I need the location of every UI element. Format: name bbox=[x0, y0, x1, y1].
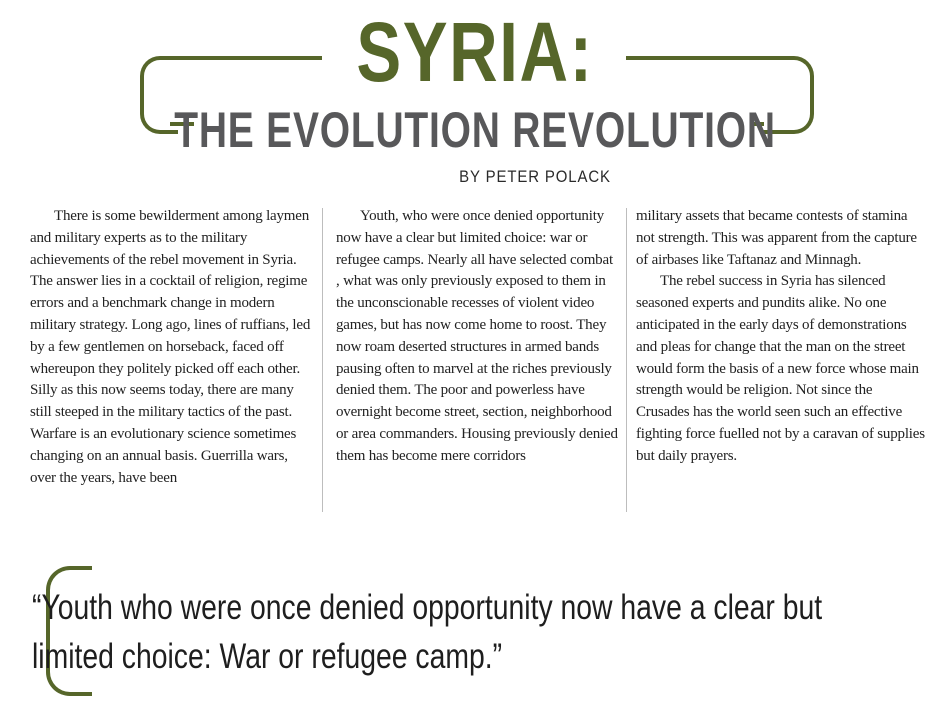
column-divider bbox=[322, 208, 323, 512]
pull-quote: “Youth who were once denied opportunity now have a clear but limited choice: War or refugee camp.” bbox=[32, 588, 823, 676]
text-column-1 bbox=[30, 206, 313, 489]
paragraph: Youth, who were once denied opportunity now have a clear but limited choice: war or refugee camps. Nearly all have selected combat , what was only previously exposed to them in the unconscionable recesses of violent video games, but has now come home to roost. They now roam deserted structures in armed bands pausing often to marvel at the riches previously denied them. The poor and powerless have overnight become street, section, neighborhood or area commanders. Housing previously denied them has become mere corridors bbox=[336, 208, 618, 464]
text-column-3 bbox=[636, 206, 926, 468]
article-subtitle: THE EVOLUTION REVOLUTION bbox=[174, 102, 776, 158]
paragraph: military assets that became contests of stamina not strength. This was apparent from the capture of airbases like Taftanaz and Minnagh. bbox=[636, 208, 917, 268]
text-column-2 bbox=[336, 206, 618, 468]
paragraph: There is some bewilderment among laymen and military experts as to the military achievements of the rebel movement in Syria. The answer lies in a cocktail of religion, regime errors and a benchmark change in modern military strategy. Long ago, lines of ruffians, led by a few gentlemen on horseback, faced off whereupon they politely picked off each other. Silly as this now seems today, there are many still steeped in the military tactics of the past. Warfare is an evolutionary science sometimes changing on an annual basis. Guerrilla wars, over the years, have been bbox=[30, 208, 311, 486]
column-divider bbox=[626, 208, 627, 512]
paragraph: The rebel success in Syria has silenced seasoned experts and pundits alike. No one anticipated in the early days of demonstrations and pleas for change that the man on the street would form the basis of a new force whose main strength would be religion. Not since the Crusades has the world seen such an effective fighting force fuelled not by a caravan of supplies but daily prayers. bbox=[636, 273, 925, 464]
article-title: SYRIA: bbox=[356, 5, 594, 99]
byline: BY PETER POLACK bbox=[459, 167, 611, 186]
